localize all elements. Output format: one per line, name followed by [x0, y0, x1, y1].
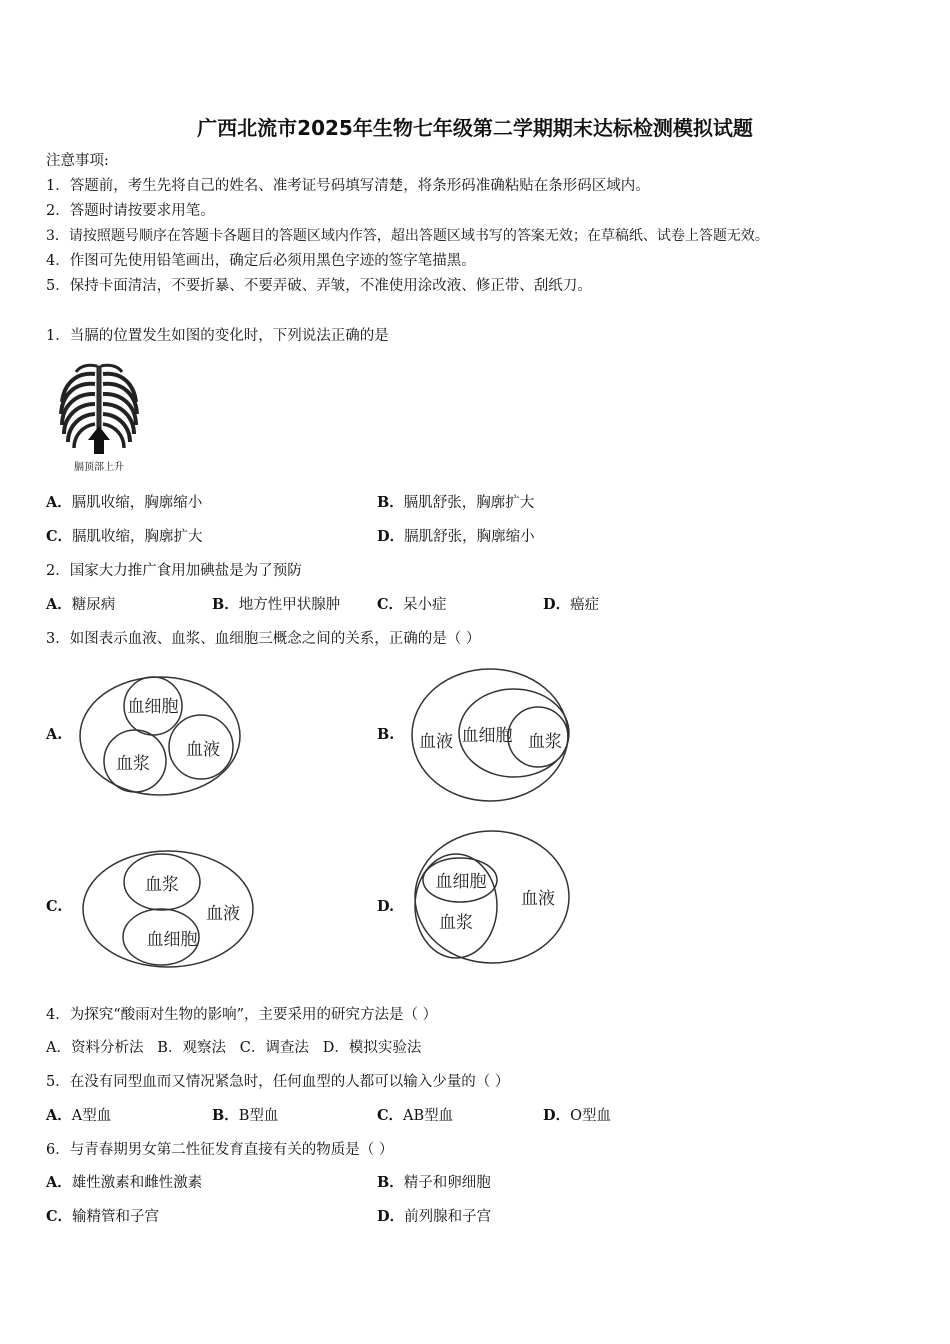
q1-option-d[interactable]: D．膈肌舒张，胸廓缩小 — [377, 528, 535, 545]
notice-heading: 注意事项: — [46, 153, 109, 169]
term-plasma: 血浆 — [528, 732, 562, 752]
term-cells: 血细胞 — [146, 930, 198, 950]
term-blood: 血液 — [186, 740, 220, 760]
q3-diagram-c[interactable] — [78, 846, 258, 972]
q1-option-a[interactable]: A．膈肌收缩，胸廓缩小 — [46, 494, 203, 511]
q6-option-a[interactable]: A．雄性激素和雌性激素 — [46, 1174, 203, 1191]
term-plasma: 血浆 — [116, 754, 150, 774]
q3-option-a-label[interactable]: A. — [46, 726, 63, 743]
term-plasma: 血浆 — [439, 913, 473, 933]
question-3-stem: 3．如图表示血液、血浆、血细胞三概念之间的关系，正确的是（ ） — [46, 631, 481, 647]
term-plasma: 血浆 — [145, 875, 179, 895]
term-cells: 血细胞 — [461, 726, 513, 746]
notice-item: 3．请按照题号顺序在答题卡各题目的答题区域内作答，超出答题区域书写的答案无效；在草稿纸、试卷上答题无效。 — [46, 228, 769, 244]
q6-option-c[interactable]: C．输精管和子宫 — [46, 1208, 160, 1225]
q5-option-c[interactable]: C．AB型血 — [377, 1107, 454, 1124]
question-5-stem: 5．在没有同型血而又情况紧急时，任何血型的人都可以输入少量的（ ） — [46, 1074, 510, 1090]
q2-option-d[interactable]: D．癌症 — [543, 596, 600, 613]
arrow-up-icon — [88, 426, 110, 454]
q2-option-a[interactable]: A．糖尿病 — [46, 596, 116, 613]
q3-diagram-d[interactable] — [410, 826, 576, 968]
term-cells: 血细胞 — [127, 697, 179, 717]
q1-option-b[interactable]: B．膈肌舒张，胸廓扩大 — [377, 494, 535, 511]
figure-caption: 膈顶部上升 — [74, 462, 124, 473]
notice-item: 2．答题时请按要求用笔。 — [46, 203, 215, 219]
q5-option-d[interactable]: D．O型血 — [543, 1107, 611, 1124]
q3-diagram-a[interactable] — [76, 672, 246, 800]
ribcage-figure — [54, 362, 144, 474]
q3-diagram-b[interactable] — [408, 665, 576, 805]
question-6-stem: 6．与青春期男女第二性征发育直接有关的物质是（ ） — [46, 1142, 394, 1158]
term-cells: 血细胞 — [435, 872, 487, 892]
question-2-stem: 2．国家大力推广食用加碘盐是为了预防 — [46, 563, 302, 579]
q1-option-c[interactable]: C．膈肌收缩，胸廓扩大 — [46, 528, 203, 545]
q3-option-c-label[interactable]: C. — [46, 898, 63, 915]
notice-item: 5．保持卡面清洁，不要折暴、不要弄破、弄皱，不准使用涂改液、修正带、刮纸刀。 — [46, 278, 592, 294]
q2-option-b[interactable]: B．地方性甲状腺肿 — [212, 596, 341, 613]
notice-item: 4．作图可先使用铅笔画出，确定后必须用黑色字迹的签字笔描黑。 — [46, 253, 476, 269]
q6-option-b[interactable]: B．精子和卵细胞 — [377, 1174, 491, 1191]
term-blood: 血液 — [521, 889, 555, 909]
question-1-stem: 1．当膈的位置发生如图的变化时，下列说法正确的是 — [46, 328, 389, 344]
notice-item: 1．答题前，考生先将自己的姓名、准考证号码填写清楚，将条形码准确粘贴在条形码区域内。 — [46, 178, 650, 194]
q5-option-a[interactable]: A．A型血 — [46, 1107, 112, 1124]
q4-options[interactable]: A．资料分析法 B．观察法 C．调查法 D．模拟实验法 — [46, 1040, 422, 1056]
q3-option-d-label[interactable]: D. — [377, 898, 395, 915]
circle-blood — [80, 677, 240, 795]
term-blood: 血液 — [206, 904, 240, 924]
q3-option-b-label[interactable]: B. — [377, 726, 395, 743]
question-4-stem: 4．为探究“酸雨对生物的影响”，主要采用的研究方法是（ ） — [46, 1007, 438, 1023]
q6-option-d[interactable]: D．前列腺和子宫 — [377, 1208, 492, 1225]
page-title: 广西北流市2025年生物七年级第二学期期末达标检测模拟试题 — [197, 116, 753, 140]
q5-option-b[interactable]: B．B型血 — [212, 1107, 279, 1124]
q2-option-c[interactable]: C．呆小症 — [377, 596, 447, 613]
term-blood: 血液 — [419, 732, 453, 752]
